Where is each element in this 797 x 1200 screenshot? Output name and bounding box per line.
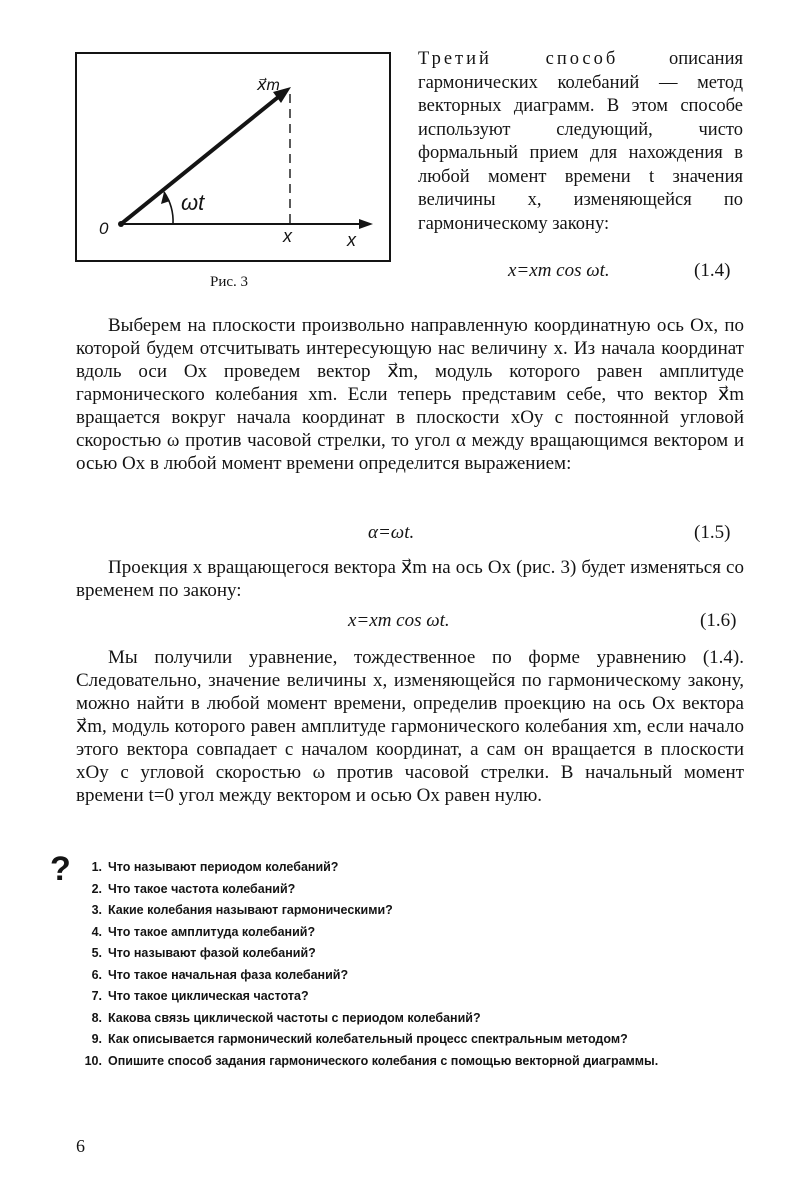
equation-number-1-5: (1.5) — [694, 522, 731, 543]
question-number: 4. — [91, 924, 102, 939]
question-text: Опишите способ задания гармонического колебания с помощью векторной диаграммы. — [108, 1053, 659, 1068]
equation-1-4: x=xm cos ωt. — [508, 260, 610, 281]
question-item — [76, 922, 746, 944]
question-text: Какова связь циклической частоты с периодом колебаний? — [108, 1010, 481, 1025]
question-item — [76, 943, 746, 965]
question-number: 3. — [91, 903, 102, 917]
question-text: Что такое начальная фаза колебаний? — [108, 967, 349, 982]
question-item — [76, 857, 746, 879]
vector-label: x⃗m — [257, 77, 280, 94]
question-item — [76, 1008, 746, 1030]
paragraph-3: Мы получили уравнение, тождественное по форме уравнению (1.4). Следовательно, значение величины x, изменяющейся по гармоническому закону, можно найти в любой момент времени, определив проекцию на ось Ox вектора x⃗m, модуль которого равен амплитуде гармонического колебания xm, если начало этого вектора совпадает с началом координат, а сам он вращается в плоскости xOy с угловой скоростью ω против часовой стрелки. В начальный момент времени t=0 угол между вектором и осью Ox равен нулю. — [76, 647, 744, 806]
equation-1-6: x=xm cos ωt. — [348, 610, 450, 631]
page-number: 6 — [76, 1136, 85, 1156]
question-text: Что называют фазой колебаний? — [108, 946, 316, 960]
projection-label: x — [283, 226, 292, 246]
equation-1-5: α=ωt. — [368, 522, 415, 543]
figure-caption: Рис. 3 — [210, 274, 249, 290]
question-text: Как описывается гармонический колебательный процесс спектральным методом? — [108, 1032, 628, 1046]
question-number: 10. — [84, 1053, 102, 1068]
equation-number-1-4: (1.4) — [694, 260, 731, 281]
question-item — [76, 1051, 746, 1073]
question-item — [76, 900, 746, 922]
angle-label: ωt — [181, 190, 205, 215]
question-text: Что такое циклическая частота? — [108, 989, 309, 1003]
question-number: 2. — [91, 881, 102, 896]
equation-number-1-6: (1.6) — [700, 610, 737, 631]
question-text: Что такое амплитуда колебаний? — [108, 924, 316, 939]
question-text: Что такое частота колебаний? — [108, 881, 296, 896]
question-item — [76, 879, 746, 901]
intro-text — [418, 48, 743, 236]
question-text: Какие колебания называют гармоническими? — [108, 903, 393, 917]
question-number: 8. — [91, 1010, 102, 1025]
intro-paragraph — [418, 48, 743, 236]
x-axis-arrowhead — [359, 219, 373, 229]
question-number: 7. — [91, 989, 102, 1003]
question-item — [76, 986, 746, 1008]
paragraph-2: Проекция x вращающегося вектора x⃗m на ось Ox (рис. 3) будет изменяться со временем по закону: — [76, 557, 744, 601]
paragraph-1: Выберем на плоскости произвольно направленную координатную ось Ox, по которой будем отсчитывать интересующую нас величину x. Из начала координат вдоль оси Ox проведем вектор x⃗m, модуль которого равен амплитуде гармонического колебания xm. Если теперь представим себе, что вектор x⃗m вращается вокруг начала координат в плоскости xOy с постоянной угловой скоростью ω против часовой стрелки, то угол α между вращающимся вектором и осью Ox в любой момент времени определится выражением: — [76, 315, 744, 474]
origin-point — [118, 221, 124, 227]
question-number: 1. — [91, 860, 102, 874]
vector-diagram-figure — [75, 52, 391, 262]
vector-diagram — [77, 54, 389, 260]
axis-label: x — [347, 230, 356, 250]
question-mark-icon: ? — [50, 850, 71, 888]
question-number: 6. — [91, 967, 102, 982]
question-item — [76, 965, 746, 987]
intro-lead: Третий способ — [418, 49, 619, 69]
origin-label: 0 — [99, 219, 109, 238]
intro-rest: описания гармонических колебаний — метод векторных диаграмм. В этом способе используют следующий, чисто формальный прием для нахождения в любой момент времени t значения величины x, изменяющейся по гармоническому закону: — [418, 49, 743, 234]
question-item — [76, 1029, 746, 1051]
question-number: 5. — [91, 946, 102, 960]
review-questions-list — [76, 857, 746, 1072]
question-number: 9. — [91, 1032, 102, 1046]
question-text: Что называют периодом колебаний? — [108, 860, 339, 874]
